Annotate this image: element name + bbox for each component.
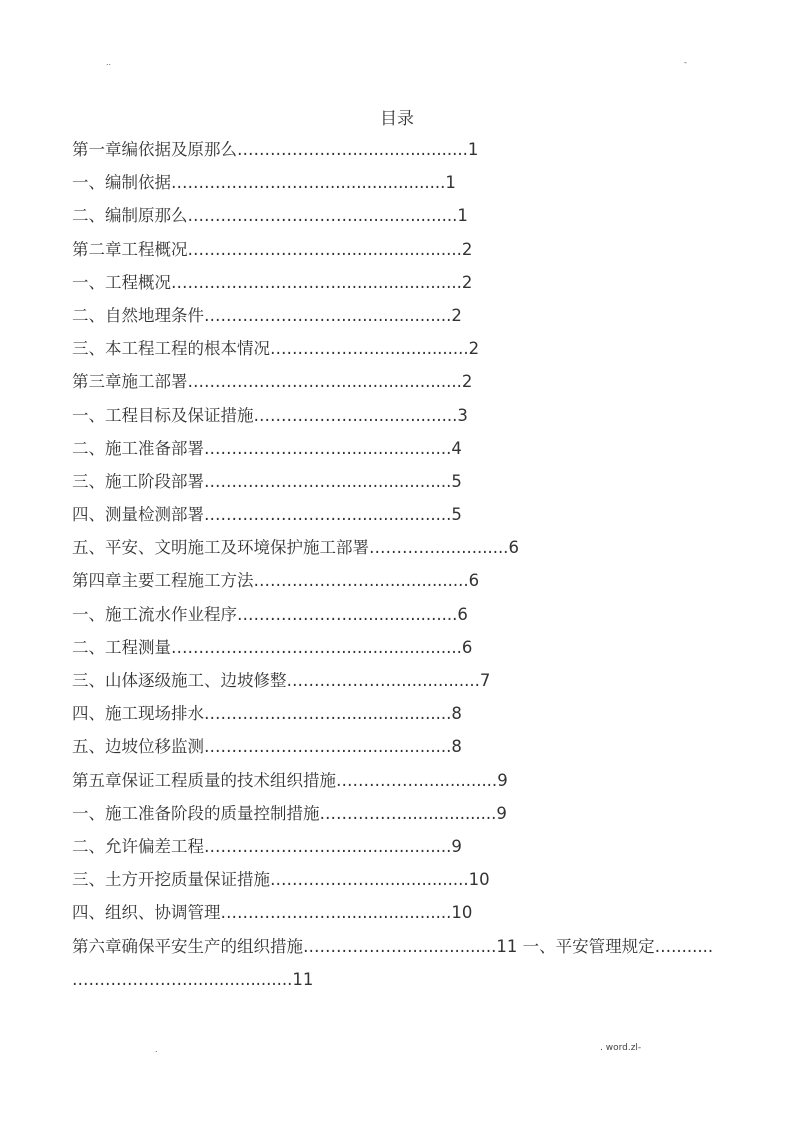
toc-entry	[72, 170, 752, 203]
toc-entry-page: 2	[461, 372, 473, 392]
toc-entry	[72, 934, 752, 967]
toc-entry-leader: ………………...................	[270, 339, 469, 359]
toc-entry-text: 第六章确保平安生产的组织措施	[72, 936, 303, 956]
header-right-mark: -	[684, 58, 687, 67]
footer-right-text: . word.zl-	[600, 1043, 642, 1053]
toc-entry-text: 三、施工阶段部署	[72, 471, 204, 491]
footer-left-mark: .	[155, 1045, 158, 1054]
toc-entry-text: 第三章施工部署	[72, 372, 188, 392]
toc-entry-leader: …………………………....................	[187, 206, 458, 226]
toc-entry-text: 三、山体逐级施工、边坡修整	[72, 671, 287, 690]
toc-entry	[72, 967, 752, 1000]
toc-entry-page: 1	[445, 173, 456, 193]
toc-entry-leader: ………………..................	[286, 671, 480, 690]
toc-entry-leader: …………………………........................	[171, 272, 462, 292]
toc-entry-page: 8	[451, 737, 462, 757]
toc-entry-text: 第五章保证工程质量的技术组织措施	[72, 770, 336, 790]
toc-entry	[72, 701, 752, 734]
toc-entry-text: 三、本工程工程的根本情况	[72, 339, 270, 359]
table-of-contents	[72, 137, 752, 1000]
toc-entry-text: 一、工程概况	[72, 272, 171, 292]
toc-entry-page: 7	[479, 671, 491, 690]
toc-entry-leader: ………………………........................	[187, 372, 462, 392]
toc-entry	[72, 469, 752, 502]
toc-entry-text: 四、测量检测部署	[72, 505, 204, 525]
toc-entry	[72, 137, 752, 170]
toc-entry-leader: ……………………......................	[204, 505, 452, 525]
toc-entry-text: 一、编制依据	[72, 173, 171, 193]
toc-entry-page: 9	[497, 770, 508, 790]
toc-entry-leader: ………………....................	[253, 405, 458, 425]
toc-entry-page: 1	[467, 140, 479, 159]
toc-entry	[72, 734, 752, 767]
toc-entry	[72, 768, 752, 801]
toc-entry	[72, 203, 752, 236]
toc-entry-page: 5	[451, 471, 462, 491]
toc-entry-text: 二、工程测量	[72, 637, 171, 657]
toc-entry	[72, 867, 752, 900]
toc-entry	[72, 303, 752, 336]
toc-entry	[72, 237, 752, 270]
toc-entry-page: 11 一、平安管理规定…........	[496, 936, 714, 956]
toc-entry	[72, 900, 752, 933]
toc-entry-page: 6	[461, 637, 473, 657]
toc-entry	[72, 834, 752, 867]
toc-entry-text: 二、自然地理条件	[72, 305, 204, 325]
toc-entry-page: 3	[457, 405, 468, 425]
toc-entry-page: 9	[451, 836, 462, 856]
toc-entry-page: 1	[457, 206, 468, 226]
toc-entry-page: 6	[508, 538, 519, 558]
toc-entry-text: 四、施工现场排水	[72, 704, 204, 724]
toc-entry	[72, 668, 752, 701]
toc-entry	[72, 535, 752, 568]
toc-entry-leader: ……………………......................	[204, 471, 452, 491]
toc-entry	[72, 801, 752, 834]
toc-entry	[72, 568, 752, 601]
toc-entry-page: 6	[468, 571, 480, 591]
toc-entry-page: 2	[461, 272, 473, 292]
toc-entry-leader: ………………...................	[270, 870, 469, 890]
toc-entry-page: 10	[468, 870, 490, 890]
toc-entry-leader: ………………..................	[303, 936, 497, 956]
toc-entry-leader: …………..............	[369, 538, 509, 558]
toc-entry	[72, 502, 752, 535]
toc-entry-leader: …………………...................	[253, 571, 469, 591]
toc-entry-leader: …………………......................	[237, 140, 468, 159]
toc-entry-page: 11	[292, 969, 314, 989]
toc-entry-text: 二、施工准备部署	[72, 438, 204, 458]
toc-entry-leader: ……………………......................	[204, 305, 452, 325]
toc-entry-text: 一、施工流水作业程序	[72, 604, 237, 624]
toc-entry-leader: …………………....................	[72, 969, 293, 989]
toc-entry-leader: ………………………........................	[171, 173, 446, 193]
toc-title: 目录	[380, 109, 414, 129]
toc-entry-text: 一、工程目标及保证措施	[72, 405, 254, 425]
toc-entry	[72, 602, 752, 635]
toc-entry-text: 三、土方开挖质量保证措施	[72, 870, 270, 890]
toc-entry-text: 第四章主要工程施工方法	[72, 571, 254, 591]
toc-entry-text: 二、允许偏差工程	[72, 836, 204, 856]
toc-entry	[72, 336, 752, 369]
toc-entry-text: 一、施工准备阶段的质量控制措施	[72, 803, 320, 823]
toc-entry-page: 5	[451, 505, 462, 525]
toc-entry-text: 第一章编依据及原那么	[72, 140, 237, 159]
toc-entry-page: 6	[457, 604, 468, 624]
toc-entry-leader: ……………………......................	[204, 737, 452, 757]
toc-entry-page: 8	[451, 704, 462, 724]
toc-entry-leader: ……………………......................	[204, 438, 452, 458]
toc-entry-page: 9	[496, 803, 507, 823]
toc-entry-page: 10	[451, 903, 473, 923]
toc-entry	[72, 369, 752, 402]
toc-entry-text: 二、编制原那么	[72, 206, 188, 226]
toc-entry-leader: ……………………......................	[204, 704, 452, 724]
header-left-mark: ..	[106, 58, 112, 67]
toc-entry-leader: ……………………......................	[204, 836, 452, 856]
toc-entry-leader: …………………………........................	[171, 637, 462, 657]
toc-entry	[72, 270, 752, 303]
toc-entry-text: 五、平安、文明施工及环境保护施工部署	[72, 538, 369, 558]
toc-entry	[72, 635, 752, 668]
toc-entry-page: 2	[451, 305, 462, 325]
toc-entry	[72, 436, 752, 469]
toc-entry-page: 4	[451, 438, 462, 458]
toc-entry-text: 第二章工程概况	[72, 239, 188, 259]
toc-entry	[72, 403, 752, 436]
toc-entry-page: 2	[468, 339, 480, 359]
toc-entry-leader: …………………......................	[220, 903, 452, 923]
toc-entry-text: 五、边坡位移监测	[72, 737, 204, 757]
toc-entry-leader: ………………………........................	[187, 239, 462, 259]
toc-entry-text: 四、组织、协调管理	[72, 903, 221, 923]
toc-entry-leader: …………………....................	[237, 604, 458, 624]
toc-entry-leader: ……………...............	[336, 770, 498, 790]
toc-entry-leader: ……………..................	[319, 803, 497, 823]
toc-entry-page: 2	[461, 239, 473, 259]
